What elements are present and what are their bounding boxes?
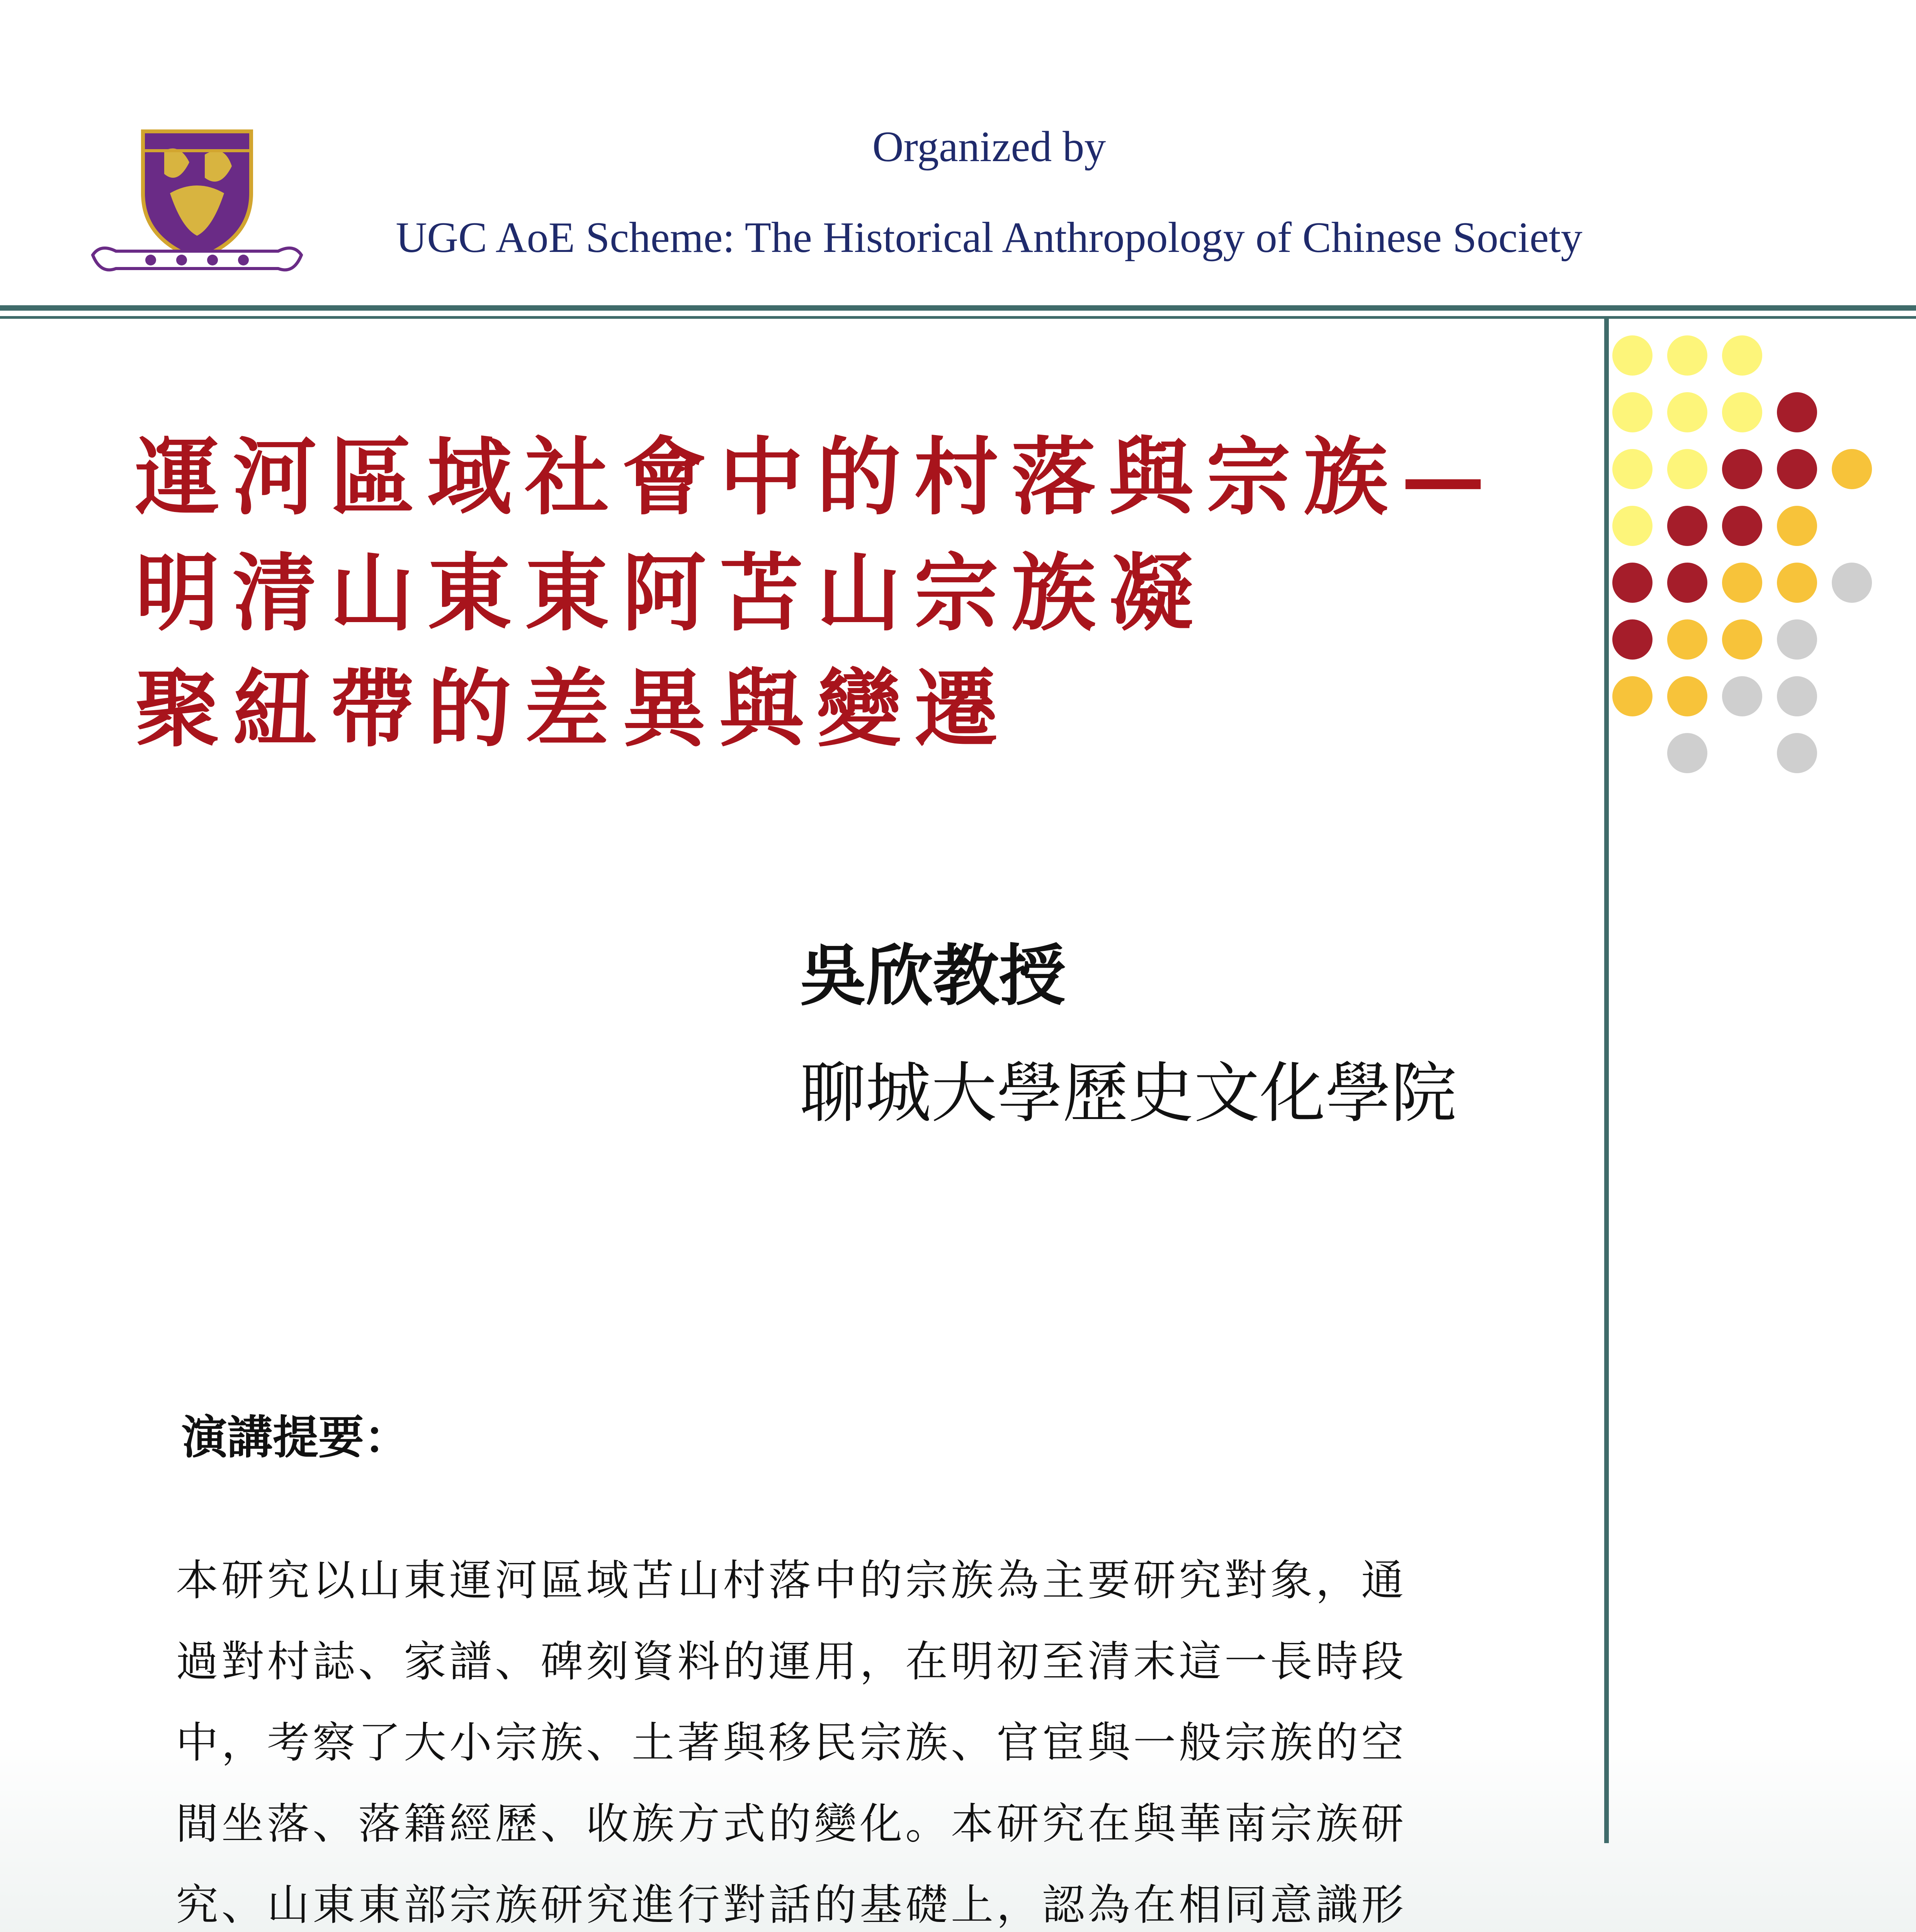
decorative-dot [1612,449,1652,489]
decorative-dot [1777,449,1817,489]
decorative-dot [1667,335,1707,376]
decorative-dot [1612,619,1652,660]
decorative-dot [1612,392,1652,432]
organized-by-label: Organized by [872,123,1106,171]
abstract-line: 間坐落、落籍經歷、收族方式的變化。本研究在與華南宗族研 [176,1799,1407,1849]
abstract-line: 本研究以山東運河區域苫山村落中的宗族為主要研究對象，通 [176,1556,1407,1605]
decorative-dot [1667,563,1707,603]
decorative-dot [1612,563,1652,603]
decorative-dot [1722,563,1762,603]
abstract-line: 中，考察了大小宗族、土著與移民宗族、官宦與一般宗族的空 [176,1718,1407,1767]
university-crest-icon [85,128,309,290]
speaker-name: 吳欣教授 [800,936,1066,1015]
decorative-dot [1612,506,1652,546]
decorative-dot [1777,676,1817,716]
decorative-dot [1722,392,1762,432]
abstract-heading: 演講提要： [182,1410,410,1464]
decorative-dot [1667,392,1707,432]
decorative-dot [1667,449,1707,489]
decorative-dot [1667,733,1707,773]
decorative-dot [1612,676,1652,716]
decorative-dot-pattern [1592,321,1916,823]
title-line-3: 聚紐帶的差異與變遷 [135,660,1012,759]
decorative-dot [1777,619,1817,660]
decorative-dot [1777,563,1817,603]
title-line-1: 運河區域社會中的村落與宗族— [135,428,1498,527]
decorative-dot [1722,676,1762,716]
organizer-name: UGC AoE Scheme: The Historical Anthropology of Chinese Society [396,214,1583,262]
decorative-dot [1722,449,1762,489]
decorative-dot [1667,506,1707,546]
decorative-dot [1832,449,1872,489]
decorative-dot [1667,676,1707,716]
lecture-title [135,419,1603,767]
decorative-dot [1777,733,1817,773]
header-divider-thin [0,316,1916,319]
decorative-dot [1722,335,1762,376]
abstract-line: 究、山東東部宗族研究進行對話的基礎上，認為在相同意識形 [176,1880,1407,1930]
decorative-dot [1722,506,1762,546]
decorative-dot [1667,619,1707,660]
speaker-affiliation: 聊城大學歷史文化學院 [800,1055,1457,1132]
header-divider [0,305,1916,311]
decorative-dot [1832,563,1872,603]
abstract-line: 過對村誌、家譜、碑刻資料的運用，在明初至清末這一長時段 [176,1637,1407,1686]
page-header [0,0,1916,309]
title-line-2: 明清山東東阿苫山宗族凝 [135,544,1206,643]
decorative-dot [1777,506,1817,546]
decorative-dot [1722,619,1762,660]
decorative-dot [1612,335,1652,376]
abstract-body [176,1540,1571,1932]
decorative-dot [1777,392,1817,432]
